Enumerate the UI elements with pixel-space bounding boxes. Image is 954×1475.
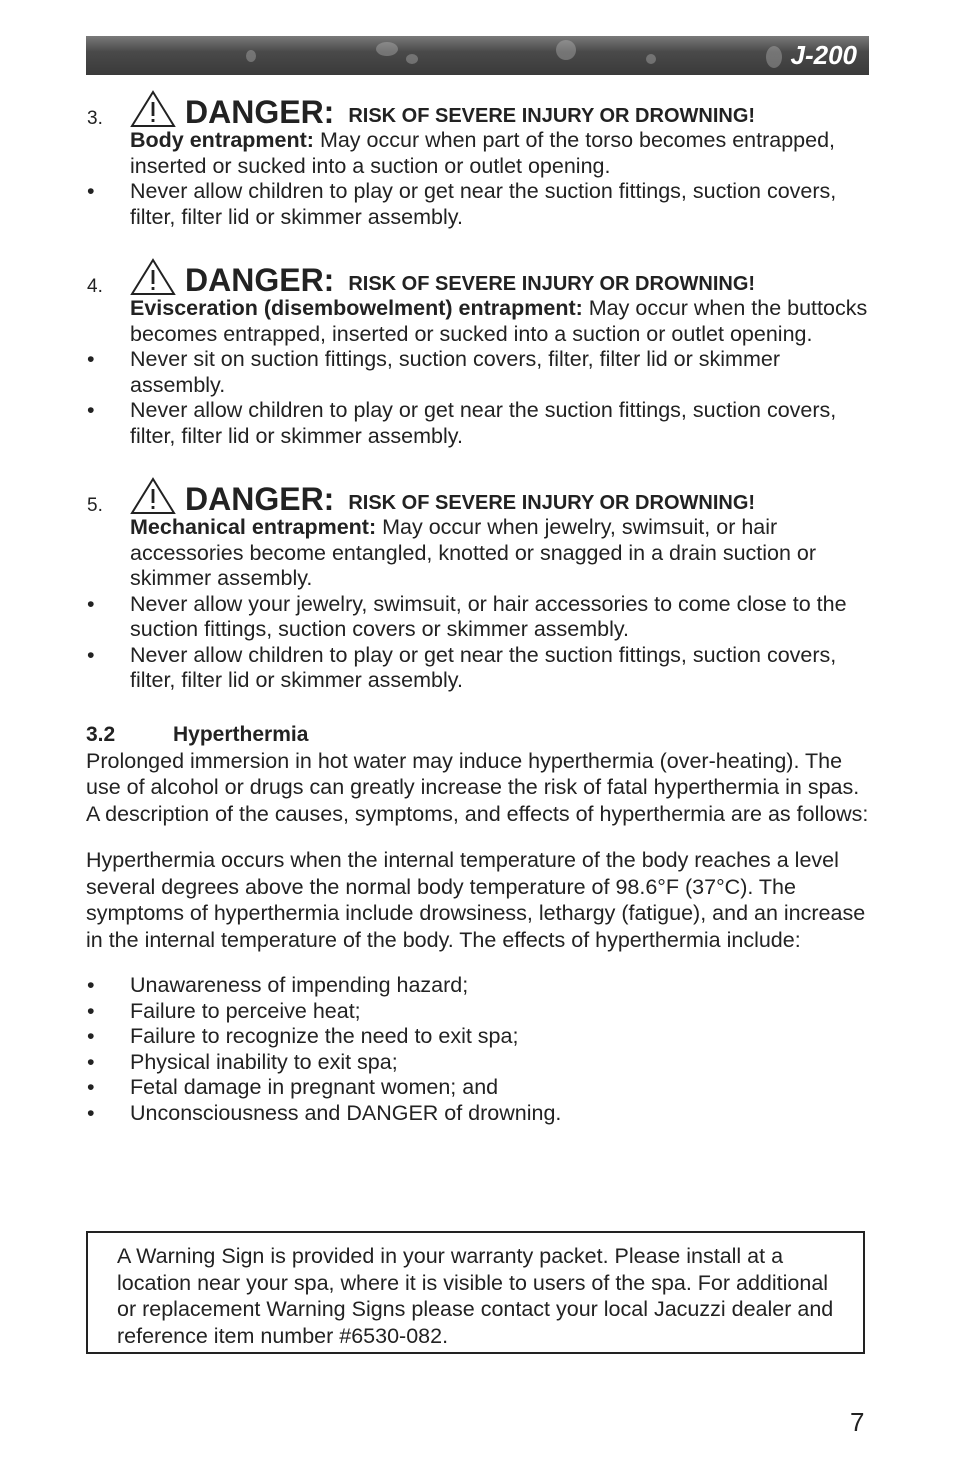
bubble-decoration <box>766 46 782 68</box>
bullet-list <box>86 179 869 230</box>
warning-triangle-icon <box>130 258 176 296</box>
bullet-icon: • <box>87 973 95 997</box>
bullet-icon: • <box>87 347 95 371</box>
danger-label: DANGER: <box>185 94 335 130</box>
bullet-icon: • <box>87 1100 95 1125</box>
section-number: 3.2 <box>86 722 116 746</box>
warning-triangle-icon <box>130 477 176 515</box>
list-item: • Never allow your jewelry, swimsuit, or hair accessories to come close to the suction fittings, suction covers or skimmer assembly. <box>87 591 847 641</box>
danger-item <box>86 88 869 179</box>
bullet-list <box>86 592 869 694</box>
body-paragraph: Hyperthermia occurs when the internal temperature of the body reaches a level several degrees above the normal body temperature of 98.6°F (37°C). The symptoms of hyperthermia include drowsiness, lethargy (fatigue), and an increase in the internal temperature of the body. The effects of hyperthermia include: <box>86 848 866 952</box>
header-bar <box>86 36 869 75</box>
bubble-decoration <box>556 40 576 60</box>
description-text: May occur when jewelry, swimsuit, or hair accessories become entangled, knotted or snagged in a drain suction or skimmer assembly. <box>130 515 817 590</box>
bubble-decoration <box>406 54 418 64</box>
item-number: 3. <box>87 108 103 129</box>
page-number: 7 <box>850 1407 865 1437</box>
bullet-icon: • <box>87 1075 95 1099</box>
danger-description <box>130 515 869 592</box>
bullet-icon: • <box>87 179 95 203</box>
bubble-decoration <box>376 42 398 56</box>
list-item: • Failure to recognize the need to exit spa; <box>87 1024 519 1048</box>
bubble-decoration <box>646 54 656 64</box>
entrapment-type: Evisceration (disembowelment) entrapment: <box>130 296 583 320</box>
section-heading <box>86 722 869 748</box>
danger-label: DANGER: <box>185 262 335 298</box>
description-text: May occur when part of the torso becomes entrapped, inserted or sucked into a suction or outlet opening. <box>130 128 836 178</box>
list-item: • Physical inability to exit spa; <box>87 1049 398 1074</box>
item-number: 5. <box>87 495 103 516</box>
list-item: • Never sit on suction fittings, suction covers, filter, filter lid or skimmer assembly. <box>87 347 780 397</box>
entrapment-type: Body entrapment: <box>130 128 314 152</box>
bullet-icon: • <box>87 398 95 422</box>
effects-list <box>86 973 869 1126</box>
list-item: • Fetal damage in pregnant women; and <box>87 1075 499 1099</box>
bullet-list <box>86 347 869 449</box>
section-title: Hyperthermia <box>173 722 309 746</box>
page-content <box>86 88 869 1126</box>
bullet-icon: • <box>87 998 95 1023</box>
danger-heading <box>130 88 869 128</box>
danger-risk-text: RISK OF SEVERE INJURY OR DROWNING! <box>348 492 756 514</box>
danger-risk-text: RISK OF SEVERE INJURY OR DROWNING! <box>348 105 756 127</box>
warning-sign-notice: A Warning Sign is provided in your warranty packet. Please install at a location near your spa, where it is visible to users of the spa. For additional or replacement Warning Signs please contact your local Jacuzzi dealer and reference item number #6530-082. <box>86 1231 865 1354</box>
danger-risk-text: RISK OF SEVERE INJURY OR DROWNING! <box>348 273 756 295</box>
body-paragraph: Prolonged immersion in hot water may induce hyperthermia (over-heating). The use of alcohol or drugs can greatly increase the risk of fatal hyperthermia in spas. A description of the causes, symptoms, and effects of hyperthermia are as follows: <box>86 748 869 826</box>
list-item: • Unconsciousness and DANGER of drowning. <box>87 1100 562 1125</box>
danger-description <box>130 128 869 179</box>
list-item: • Unawareness of impending hazard; <box>87 973 469 997</box>
bubble-decoration <box>246 50 256 62</box>
description-text: May occur when the buttocks becomes entrapped, inserted or sucked into a suction or outlet opening. <box>130 296 868 346</box>
list-item: • Failure to perceive heat; <box>87 998 361 1023</box>
bullet-icon: • <box>87 642 95 667</box>
warning-triangle-icon <box>130 90 176 128</box>
danger-item <box>86 256 869 347</box>
entrapment-type: Mechanical entrapment: <box>130 515 377 539</box>
danger-item <box>86 475 869 592</box>
item-number: 4. <box>87 276 103 297</box>
bullet-icon: • <box>87 1024 95 1048</box>
list-item: • Never allow children to play or get near the suction fittings, suction covers, filter, filter lid or skimmer assembly. <box>87 179 837 229</box>
danger-description <box>130 296 869 347</box>
danger-label: DANGER: <box>185 481 335 517</box>
danger-heading <box>130 475 869 515</box>
danger-heading <box>130 256 869 296</box>
list-item: • Never allow children to play or get near the suction fittings, suction covers, filter, filter lid or skimmer assembly. <box>87 642 837 692</box>
document-model-title: J-200 <box>790 40 857 70</box>
list-item: • Never allow children to play or get near the suction fittings, suction covers, filter, filter lid or skimmer assembly. <box>87 398 837 448</box>
bullet-icon: • <box>87 1049 95 1074</box>
bullet-icon: • <box>87 591 95 616</box>
